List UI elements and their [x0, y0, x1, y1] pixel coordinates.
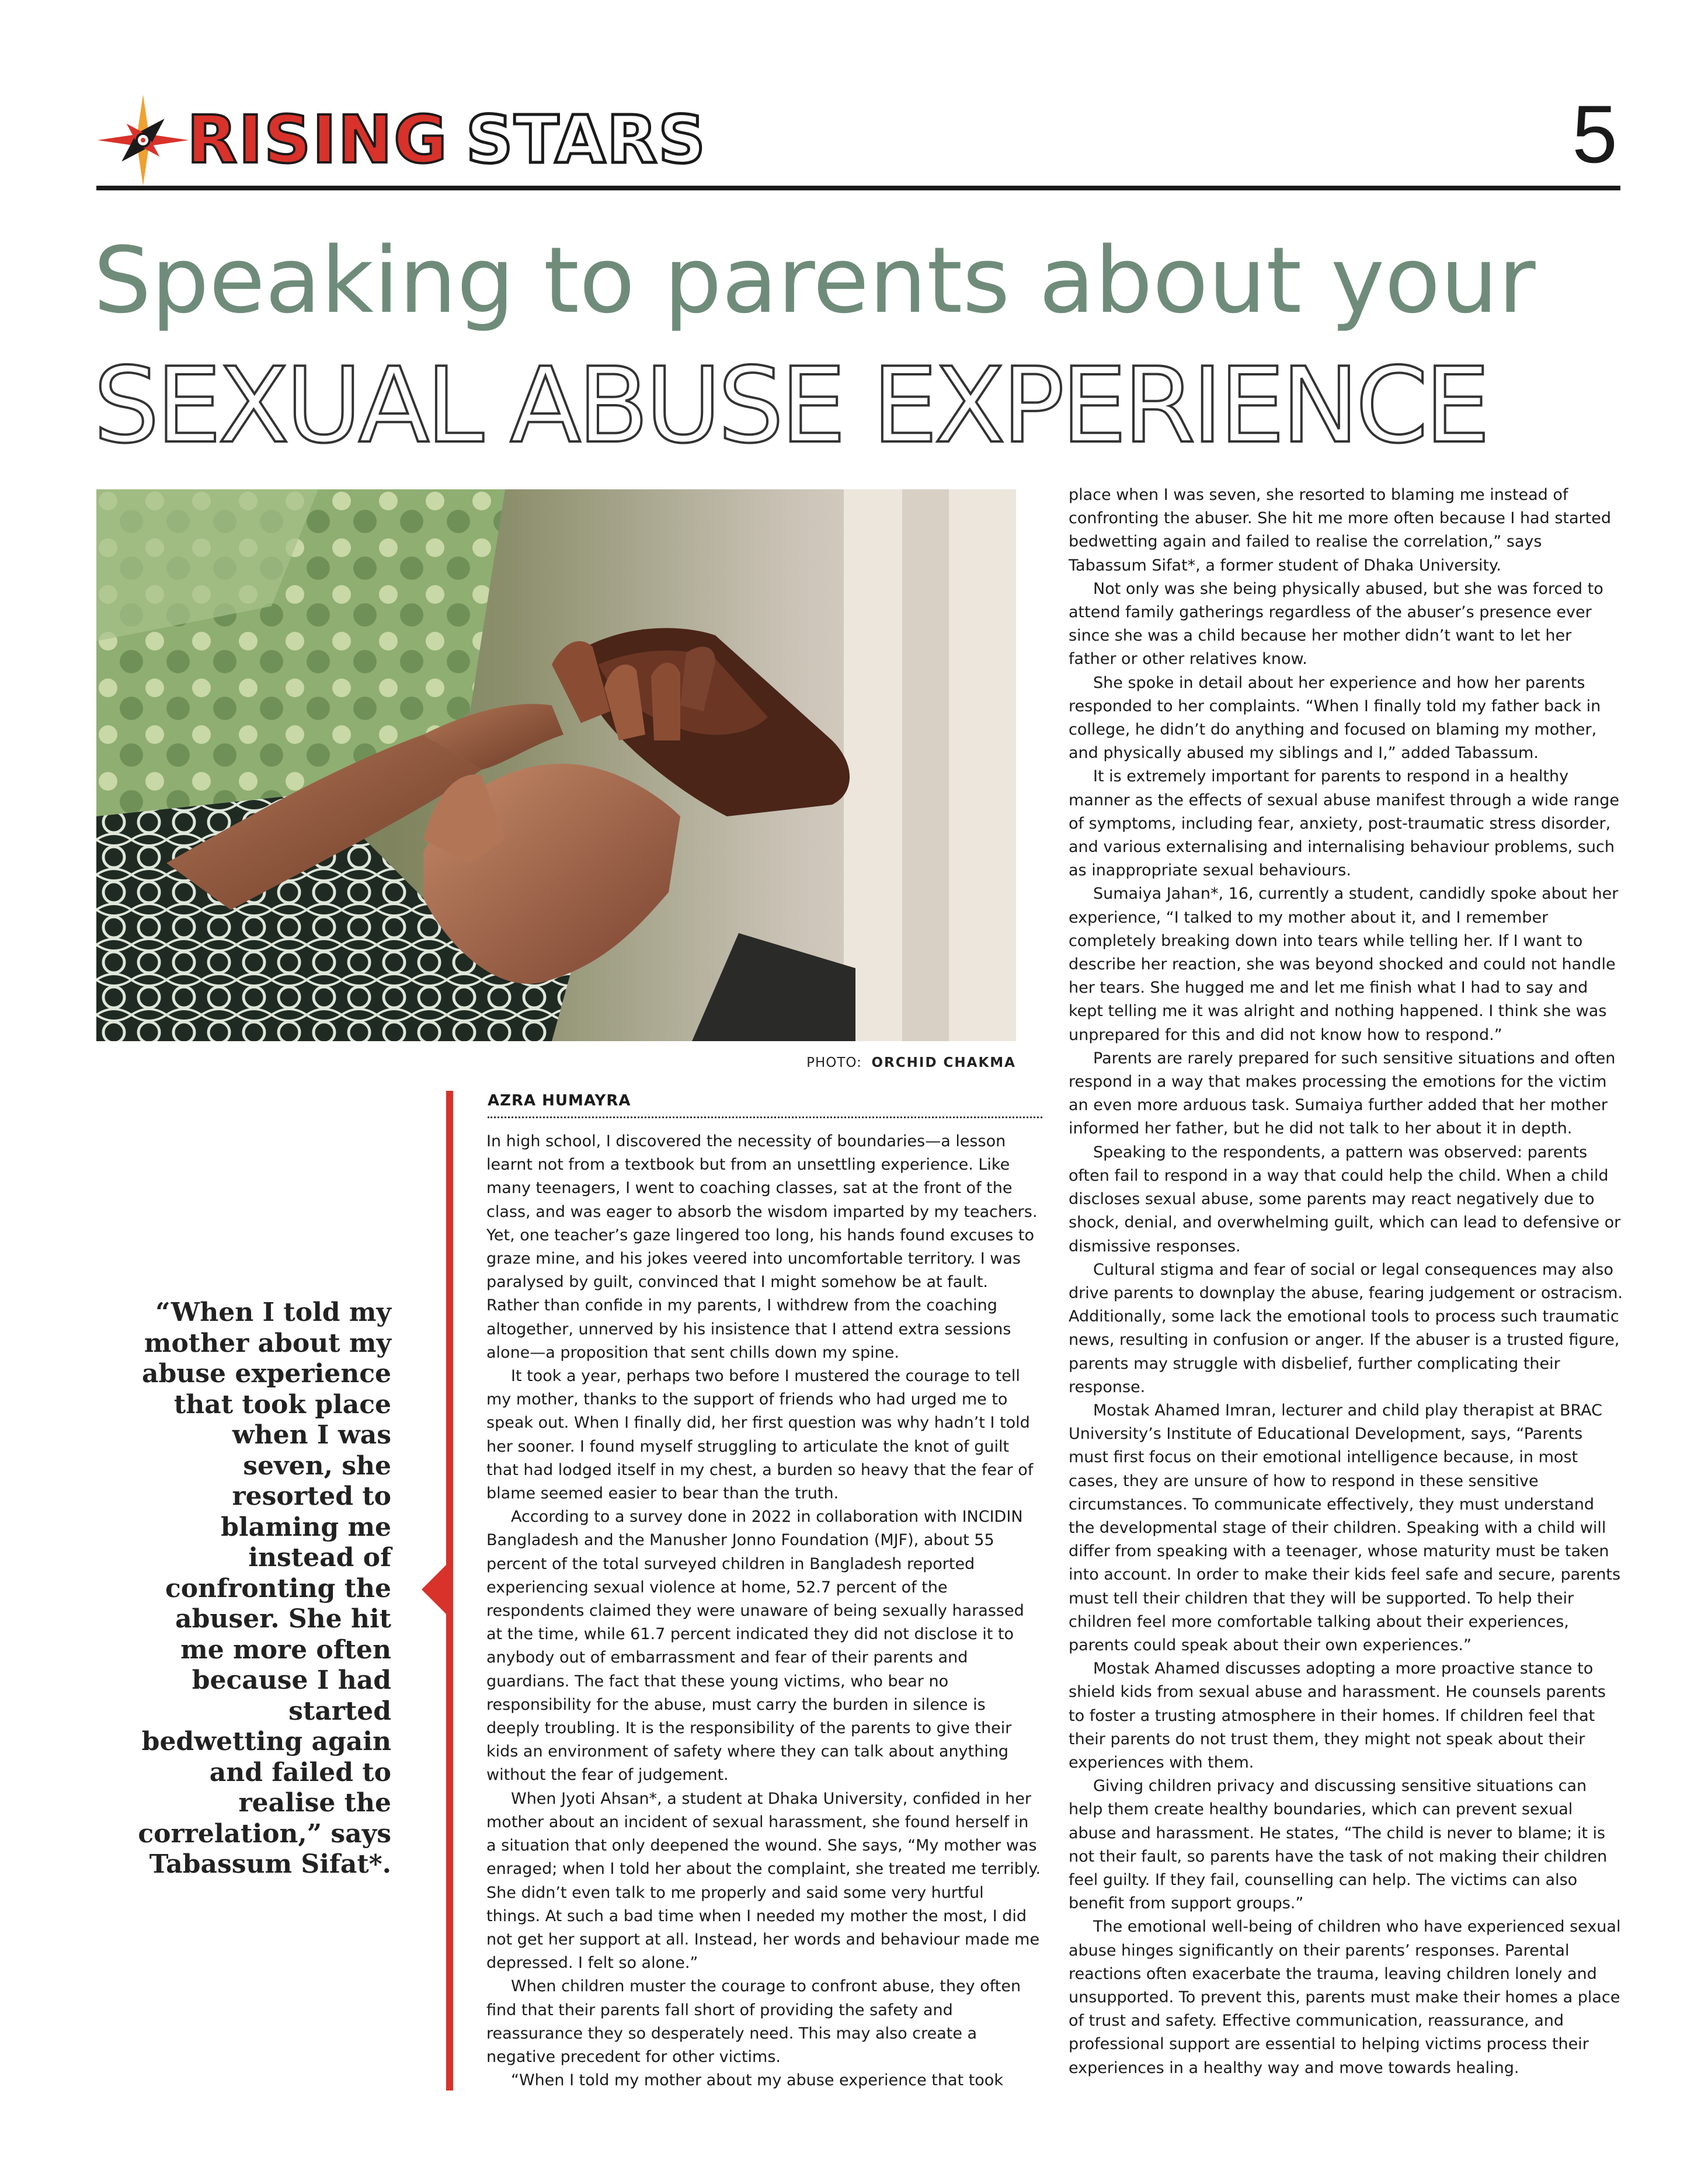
section-title	[187, 99, 707, 181]
paragraph: Sumaiya Jahan*, 16, currently a student, candidly spoke about her experience, “I talked to my mother about it, and I remember completely breaking down into tears while telling her. If I want to describe her reaction, she was beyond shocked and could not handle her tears. She hugged me and let me finish what I had to say and kept telling me it was alright and nothing happened. I think she was unprepared for this and did not know how to respond.”	[1069, 885, 1619, 1044]
accent-bar	[446, 1091, 453, 2090]
paragraph: The emotional well-being of children who have experienced sexual abuse hinges significantly on their parents’ responses. Parental reactions often exacerbate the trauma, leaving children lonely and unsupported. To prevent this, parents must make their homes a place of trust and safety. Effective communication, reassurance, and professional support are essential to helping victims process their experiences in a healthy way and move towards healing.	[1069, 1918, 1621, 2077]
paragraph: It took a year, perhaps two before I mustered the courage to tell my mother, thanks to the support of friends who had urged me to speak out. When I finally did, her first question was why hadn’t I told her sooner. I found myself struggling to articulate the knot of guilt that had lodged itself in my chest, a burden so heavy that the fear of blame seemed easier to bear than the truth.	[486, 1367, 1034, 1503]
headline-line-1: Speaking to parents about your	[93, 227, 1536, 333]
paragraph: Giving children privacy and discussing sensitive situations can help them create healthy boundaries, which can prevent sexual abuse and harassment. He states, “The child is never to blame; it is not their fault, so parents have the task of not making their children feel guilty. If they fail, counselling can help. The victims can also benefit from support groups.”	[1069, 1777, 1608, 1913]
pull-quote: “When I told my mother about my abuse experience that took place when I was seven, she resorted to blaming me instead of confronting the abuser. She hit me more often because I had started bedwetting again and failed to realise the correlation,” says Tabassum Sifat*.	[138, 1298, 391, 1879]
paragraph: Parents are rarely prepared for such sensitive situations and often respond in a way that makes processing the emotions for the victim an even more arduous task. Sumaiya further added that her mother informed her father, but he did not talk to her about it in depth.	[1069, 1049, 1616, 1138]
accent-arrow	[422, 1565, 446, 1614]
article-photo	[96, 489, 1016, 1041]
byline-divider	[488, 1116, 1042, 1118]
byline: AZRA HUMAYRA	[488, 1092, 631, 1109]
section-title-stars: STARS	[465, 102, 707, 178]
paragraph: In high school, I discovered the necessity of boundaries—a lesson learnt not from a textbook but from an unsettling experience. Like many teenagers, I went to coaching classes, sat at the front of the class, and was eager to absorb the wisdom imparted by my teachers. Yet, one teacher’s gaze lingered too long, his hands found excuses to graze mine, and his jokes veered into uncomfortable territory. I was paralysed by guilt, convinced that I might somehow be at fault. Rather than confide in my parents, I withdrew from the coaching altogether, unnerved by his insistence that I attend extra sessions alone—a proposition that sent chills down my spine.	[486, 1132, 1038, 1362]
paragraph: Speaking to the respondents, a pattern was observed: parents often fail to respond in a way that could help the child. When a child discloses sexual abuse, some parents may react negatively due to shock, denial, and overwhelming guilt, which can lead to defensive or dismissive responses.	[1069, 1143, 1621, 1255]
paragraph: When children muster the courage to confront abuse, they often find that their parents fall short of providing the safety and reassurance they so desperately need. This may also create a negative precedent for other victims.	[486, 1977, 1021, 2066]
photo-credit-label: PHOTO:	[806, 1055, 862, 1070]
compass-star-icon	[96, 93, 190, 187]
paragraph: According to a survey done in 2022 in collaboration with INCIDIN Bangladesh and the Manusher Jonno Foundation (MJF), about 55 percent of the total surveyed children in Bangladesh reported experiencing sexual violence at home, 52.7 percent of the respondents claimed they were unaware of being sexually harassed at the time, while 61.7 percent indicated they did not disclose it to anybody out of embarrassment and fear of their parents and guardians. The fact that these young victims, who bear no responsibility for the abuse, must carry the burden in silence is deeply troubling. It is the responsibility of the parents to give their kids an environment of safety where they can talk about anything without the fear of judgement.	[486, 1508, 1024, 1785]
paragraph: Mostak Ahamed discusses adopting a more proactive stance to shield kids from sexual abuse and harassment. He counsels parents to foster a trusting atmosphere in their homes. If children feel that their parents do not trust them, they might not speak about their experiences with them.	[1069, 1660, 1606, 1772]
paragraph: Cultural stigma and fear of social or legal consequences may also drive parents to downplay the abuse, fearing judgement or ostracism. Additionally, some lack the emotional tools to process such traumatic news, resulting in confusion or anger. If the abuser is a trusted figure, parents may struggle with disbelief, further complicating their response.	[1069, 1260, 1623, 1396]
photo-credit-name: ORCHID CHAKMA	[871, 1055, 1016, 1070]
paragraph: Mostak Ahamed Imran, lecturer and child play therapist at BRAC University’s Institute of Educational Development, says, “Parents must first focus on their emotional intelligence because, in most cases, they are unsure of how to respond in these sensitive circumstances. To communicate effectively, they must understand the developmental stage of their children. Speaking with a child will differ from speaking with a teenager, whose maturity must be taken into account. In order to make their kids feel safe and secure, parents must tell their children that they will be supported. To help their children feel more comfortable talking about their experiences, parents could speak about their own experiences.”	[1069, 1401, 1621, 1654]
page-number: 5	[1572, 88, 1617, 180]
photo-credit	[526, 1051, 1016, 1074]
article-column-middle	[486, 1130, 1041, 2088]
paragraph: place when I was seven, she resorted to blaming me instead of confronting the abuser. She hit me more often because I had started bedwetting again and failed to realise the correlation,” says Tabassum Sifat*, a former student of Dhaka University.	[1069, 486, 1611, 575]
paragraph: Not only was she being physically abused, but she was forced to attend family gatherings regardless of the abuser’s presence ever since she was a child because her mother didn’t want to let her father or other relatives know.	[1069, 579, 1603, 669]
paragraph: It is extremely important for parents to respond in a healthy manner as the effects of sexual abuse manifest through a wide range of symptoms, including fear, anxiety, post-traumatic stress disorder, and various externalising and internalising behaviour problems, such as inappropriate sexual behaviours.	[1069, 767, 1619, 880]
paragraph: She spoke in detail about her experience and how her parents responded to her complaints. “When I finally told my father back in college, he didn’t do anything and focused on blaming my mother, and physically abused my siblings and I,” added Tabassum.	[1069, 673, 1601, 763]
section-title-rising: RISING	[187, 102, 448, 178]
paragraph: “When I told my mother about my abuse experience that took	[511, 2071, 1003, 2090]
paragraph: When Jyoti Ahsan*, a student at Dhaka University, confided in her mother about an incident of sexual harassment, she found herself in a situation that only deepened the wound. She says, “My mother was enraged; when I told her about the complaint, she treated me terribly. She didn’t even talk to me properly and said some very hurtful things. At such a bad time when I needed my mother the most, I did not get her support at all. Instead, her words and behaviour made me depressed. I felt so alone.”	[486, 1789, 1041, 1973]
header-divider	[96, 186, 1620, 190]
article-column-right	[1069, 484, 1623, 2101]
headline-line-2: SEXUAL ABUSE EXPERIENCE	[93, 345, 1487, 466]
